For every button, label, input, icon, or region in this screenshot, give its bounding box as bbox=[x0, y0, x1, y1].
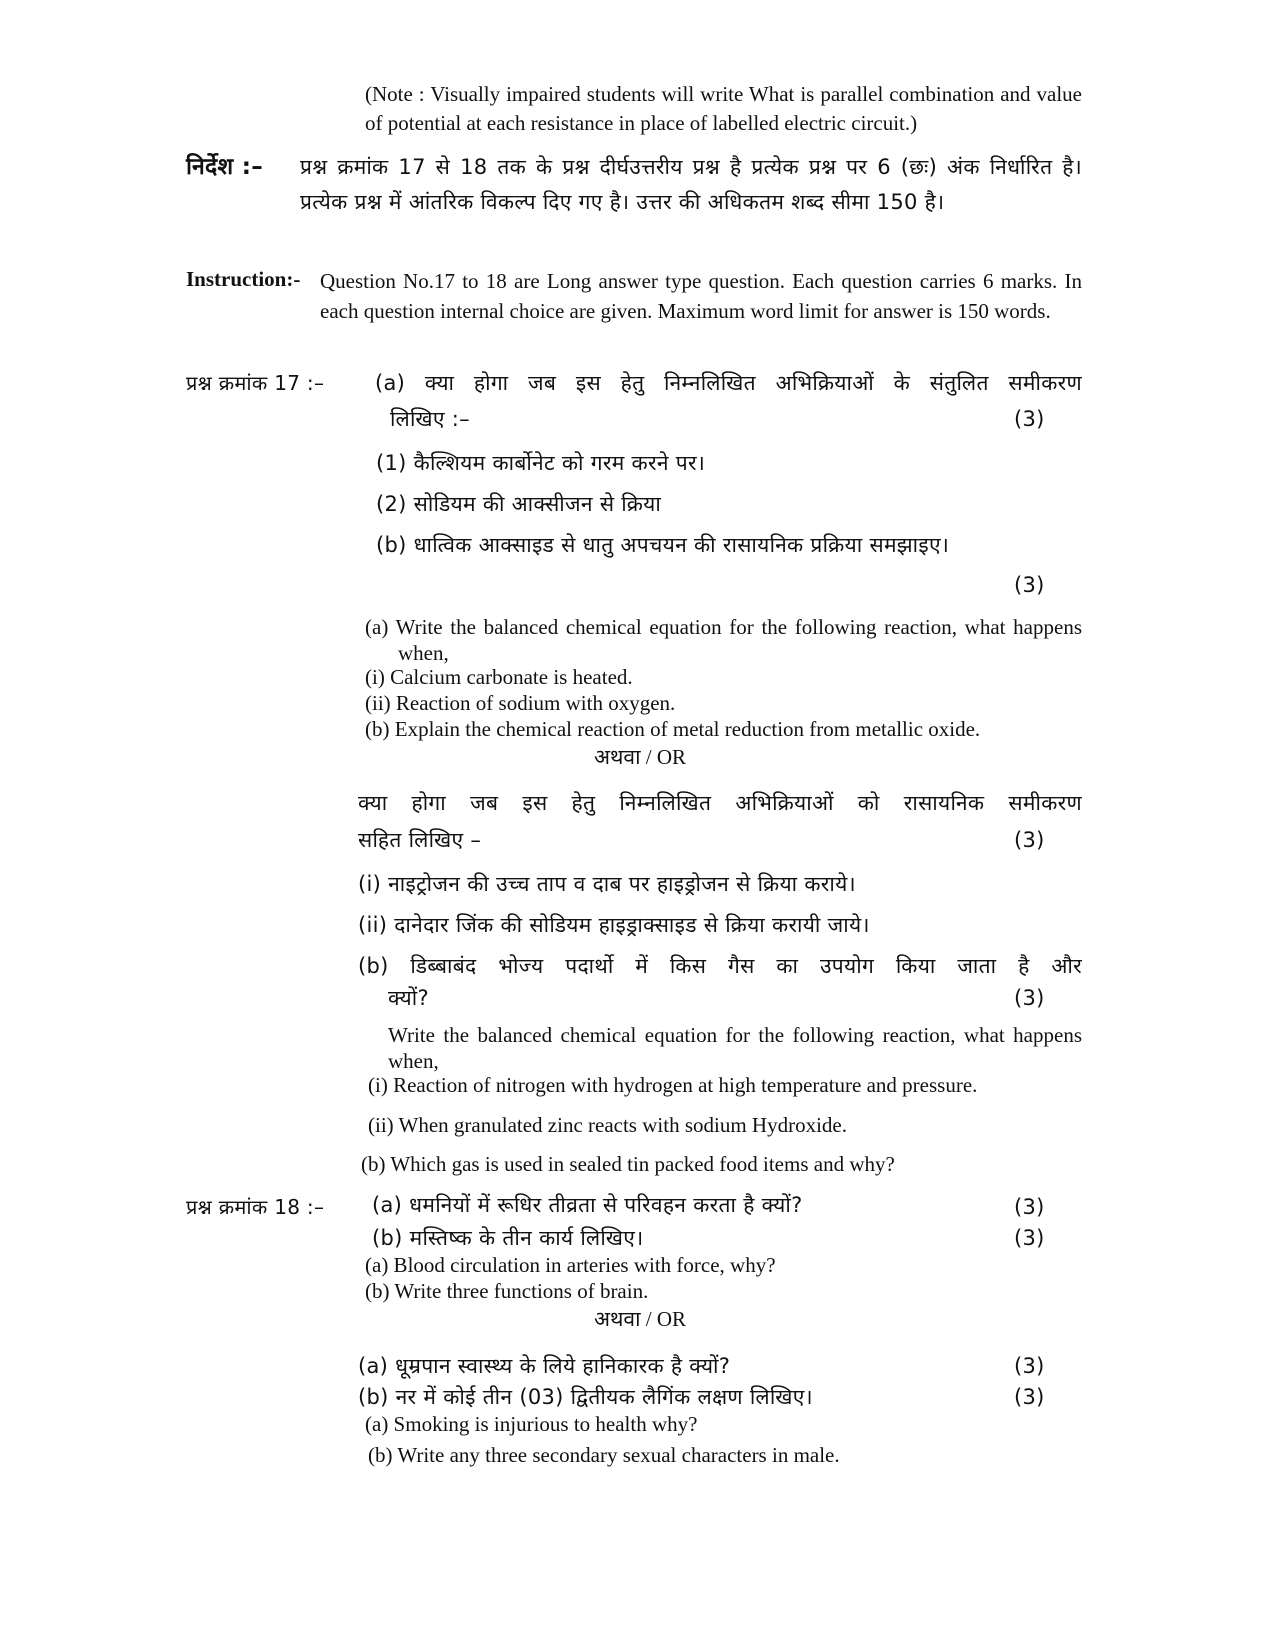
q17-ii: (2) सोडियम की आक्सीजन से क्रिया bbox=[376, 492, 662, 516]
q17-alt-en-i: (i) Reaction of nitrogen with hydrogen at high temperature and pressure. bbox=[368, 1073, 978, 1097]
q17-en-a: (a) Write the balanced chemical equation for the following reaction, what happens when, bbox=[365, 615, 1082, 665]
q17-alt-b-marks: (3) bbox=[1014, 986, 1045, 1010]
q17-alt-i: (i) नाइट्रोजन की उच्च ताप व दाब पर हाइड्रोजन से क्रिया कराये। bbox=[358, 872, 856, 896]
q17-alt-en: Write the balanced chemical equation for the following reaction, what happens when, bbox=[388, 1023, 1082, 1073]
q17-label: प्रश्न क्रमांक 17 :– bbox=[186, 371, 325, 395]
q17-alt-en-ii: (ii) When granulated zinc reacts with sodium Hydroxide. bbox=[368, 1113, 847, 1137]
q18-en-a: (a) Blood circulation in arteries with force, why? bbox=[365, 1253, 776, 1277]
q18-alt-b-marks: (3) bbox=[1014, 1385, 1045, 1409]
q17-alt-line2: सहित लिखिए – bbox=[358, 828, 482, 852]
q17-en-b: (b) Explain the chemical reaction of metal reduction from metallic oxide. bbox=[365, 717, 981, 741]
q17-a-line2: लिखिए :– bbox=[390, 407, 470, 431]
q17-b-marks: (3) bbox=[1014, 573, 1045, 597]
q17-alt-b-line1: (b) डिब्बाबंद भोज्य पदार्थो में किस गैस का उपयोग किया जाता है और bbox=[358, 954, 1082, 978]
q17-alt-marks: (3) bbox=[1014, 828, 1045, 852]
q18-a-marks: (3) bbox=[1014, 1195, 1045, 1219]
q18-b-marks: (3) bbox=[1014, 1226, 1045, 1250]
q17-alt-ii: (ii) दानेदार जिंक की सोडियम हाइड्राक्साइड से क्रिया करायी जाये। bbox=[358, 913, 870, 937]
q17-a-line1: (a) क्या होगा जब इस हेतु निम्नलिखित अभिक्रियाओं के संतुलित समीकरण bbox=[375, 371, 1082, 395]
q18-en-b: (b) Write three functions of brain. bbox=[365, 1279, 649, 1303]
q17-b: (b) धात्विक आक्साइड से धातु अपचयन की रासायनिक प्रक्रिया समझाइए। bbox=[376, 533, 950, 557]
q17-alt-en-b: (b) Which gas is used in sealed tin packed food items and why? bbox=[361, 1152, 895, 1176]
q18-or: अथवा / OR bbox=[593, 1307, 687, 1331]
instruction-text: Question No.17 to 18 are Long answer type question. Each question carries 6 marks. In each question internal choice are given. Maximum word limit for answer is 150 words. bbox=[320, 269, 1082, 323]
q18-alt-en-b: (b) Write any three secondary sexual characters in male. bbox=[368, 1443, 840, 1467]
nirdesh-text: प्रश्न क्रमांक 17 से 18 तक के प्रश्न दीर्घउत्तरीय प्रश्न है प्रत्येक प्रश्न पर 6 (छः) अंक निर्धारित है। प्रत्येक प्रश्न में आंतरिक विकल्प दिए गए है। उत्तर की अधिकतम शब्द सीमा 150 है। bbox=[300, 155, 1082, 214]
q18-alt-en-a: (a) Smoking is injurious to health why? bbox=[365, 1412, 698, 1436]
q17-i: (1) कैल्शियम कार्बोनेट को गरम करने पर। bbox=[376, 451, 706, 475]
note-text: (Note : Visually impaired students will write What is parallel combination and value of potential at each resistance in place of labelled electric circuit.) bbox=[365, 82, 1082, 135]
q18-b: (b) मस्तिष्क के तीन कार्य लिखिए। bbox=[372, 1226, 644, 1250]
q18-alt-b: (b) नर में कोई तीन (03) द्वितीयक लैगिंक लक्षण लिखिए। bbox=[358, 1385, 813, 1409]
nirdesh-label: निर्देश :– bbox=[186, 154, 264, 180]
q18-alt-a-marks: (3) bbox=[1014, 1354, 1045, 1378]
q17-alt-b-line2: क्यों? bbox=[388, 986, 429, 1010]
q17-a-marks: (3) bbox=[1014, 407, 1045, 431]
q18-a: (a) धमनियों में रूधिर तीव्रता से परिवहन करता है क्यों? bbox=[372, 1193, 803, 1217]
instruction-label: Instruction:- bbox=[186, 267, 301, 291]
q17-or: अथवा / OR bbox=[593, 745, 687, 769]
q17-en-i: (i) Calcium carbonate is heated. bbox=[365, 665, 633, 689]
q18-alt-a: (a) धूम्रपान स्वास्थ्य के लिये हानिकारक है क्यों? bbox=[358, 1354, 731, 1378]
q17-alt-line1: क्या होगा जब इस हेतु निम्नलिखित अभिक्रियाओं को रासायनिक समीकरण bbox=[358, 791, 1082, 815]
q18-label: प्रश्न क्रमांक 18 :– bbox=[186, 1195, 325, 1219]
q17-en-ii: (ii) Reaction of sodium with oxygen. bbox=[365, 691, 676, 715]
